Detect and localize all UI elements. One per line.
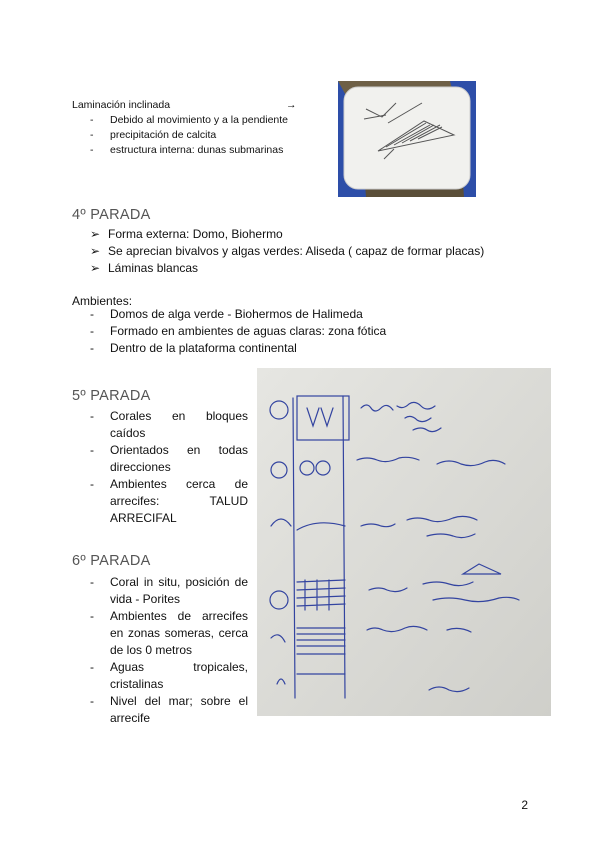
list-item: ➢ Forma externa: Domo, Biohermo [90, 227, 283, 241]
list-item: - Nivel del mar; sobre el arrecife [90, 694, 248, 725]
list-item: ➢ Láminas blancas [90, 261, 199, 275]
list-item: ➢ Se aprecian bivalvos y algas verdes: Aliseda ( capaz de formar placas) [90, 244, 485, 258]
lamination-title-row [72, 98, 312, 113]
list-item: - Aguas tropicales, cristalinas [90, 660, 248, 691]
arrow-right-icon: → [286, 99, 297, 111]
list-item: - Ambientes de arrecifes en zonas someras, cerca de los 0 metros [90, 609, 248, 657]
parada4-heading: 4º PARADA [72, 207, 151, 223]
parada6-list [90, 574, 248, 727]
list-item: - Coral in situ, posición de vida - Porites [90, 575, 248, 606]
lamination-title: Laminación inclinada [72, 99, 171, 111]
parada4-list [90, 226, 550, 277]
list-item: - Orientados en todas direcciones [90, 443, 248, 474]
handwritten-notes-photo [257, 368, 551, 716]
parada5-list [90, 408, 248, 527]
list-item: - estructura interna: dunas submarinas [90, 144, 284, 156]
list-item: - Corales en bloques caídos [90, 409, 248, 440]
parada5-heading: 5º PARADA [72, 388, 151, 404]
whiteboard-photo [338, 81, 476, 197]
lamination-list [90, 113, 312, 158]
ambientes-list [90, 306, 510, 357]
lamination-block [72, 98, 312, 158]
list-item: - Ambientes cerca de arrecifes: TALUD ARRECIFAL [90, 477, 248, 525]
list-item: - Dentro de la plataforma continental [90, 341, 297, 355]
ambientes-label: Ambientes: [72, 294, 133, 308]
list-item: - precipitación de calcita [90, 129, 217, 141]
handwritten-notes-image [257, 368, 551, 716]
list-item: - Domos de alga verde - Biohermos de Halimeda [90, 307, 363, 321]
page-number: 2 [521, 798, 528, 812]
list-item: - Debido al movimiento y a la pendiente [90, 114, 289, 126]
list-item: - Formado en ambientes de aguas claras: zona fótica [90, 324, 387, 338]
whiteboard-sketch-image [338, 81, 476, 197]
parada6-heading: 6º PARADA [72, 553, 151, 569]
